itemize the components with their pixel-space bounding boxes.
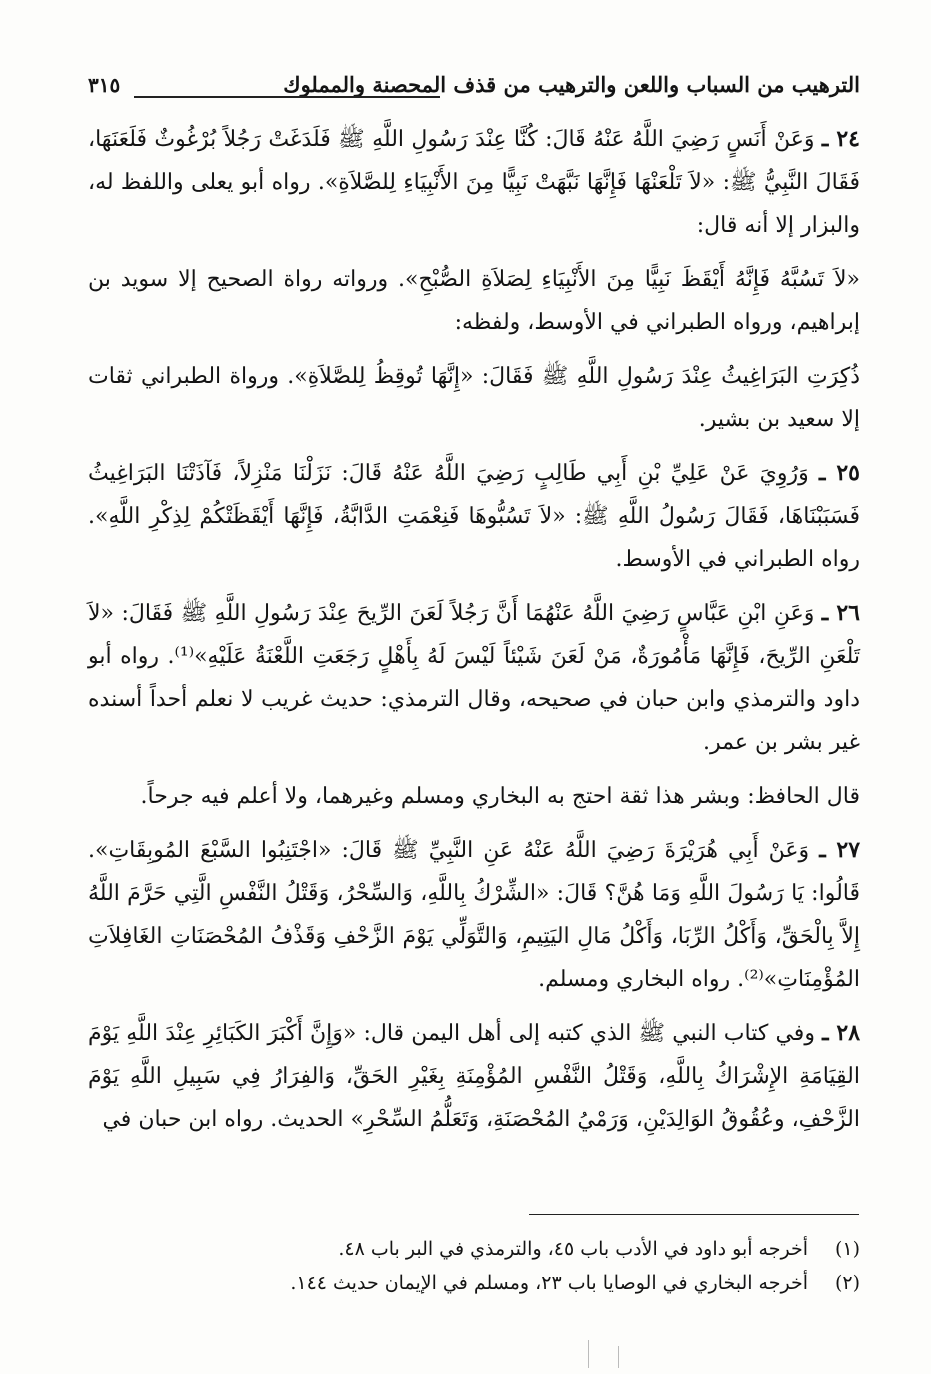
paragraph-text: وَعَنْ أَبِي هُرَيْرَةَ رَضِيَ اللَّهُ عَنْهُ عَنِ النَّبِيِّ ﷺ قَالَ: «اجْتَنِبُوا السَّبْعَ المُوبِقَاتِ». قَالُوا: يَا رَسُولَ اللَّهِ وَمَا هُنَّ؟ قَالَ: «الشِّرْكُ بِاللَّهِ، وَالسِّحْرُ، وَقَتْلُ النَّفْسِ الَّتِي حَرَّمَ اللَّهُ إِلاَّ بِالْحَقِّ، وَأَكْلُ الرِّبَا، وَأَكْلُ مَالِ اليَتِيمِ، وَالتَّوَلِّي يَوْمَ الزَّحْفِ وَقَذْفُ المُحْصَنَاتِ الغَافِلاَتِ المُؤْمِنَاتِ»⁽²⁾. رواه البخاري ومسلم. [88,838,860,992]
paragraph-text: وَعَنِ ابْنِ عَبَّاسٍ رَضِيَ اللَّهُ عَنْهُمَا أَنَّ رَجُلاً لَعَنَ الرِّيحَ عِنْدَ رَسُولِ اللَّهِ ﷺ فَقَالَ: «لاَ تَلْعَنِ الرِّيحَ، فَإِنَّهَا مَأْمُورَةٌ، مَنْ لَعَنَ شَيْئاً لَيْسَ لَهُ بِأَهْلٍ رَجَعَتِ اللَّعْنَةُ عَلَيْهِ»⁽¹⁾. رواه أبو داود والترمذي وابن حبان في صحيحه، وقال الترمذي: حديث غريب لا نعلم أحداً أسنده غير بشر بن عمر. [88,601,860,755]
footnote-1 [88,1232,860,1266]
paragraph-26-hafiz [88,775,860,818]
footnotes [88,1232,860,1300]
paragraph-28 [88,1012,860,1141]
paragraph-text: ذُكِرَتِ البَرَاغِيثُ عِنْدَ رَسُولِ اللَّهِ ﷺ فَقَالَ: «إِنَّهَا تُوقِظُ لِلصَّلاَةِ». ورواة الطبراني ثقات إلا سعيد بن بشير. [88,364,860,432]
paragraph-text: قال الحافظ: وبشر هذا ثقة احتج به البخاري ومسلم وغيرهما، ولا أعلم فيه جرحاً. [140,784,860,809]
hadith-number: ٢٧ ـ [819,837,861,863]
footnote-text: أخرجه البخاري في الوصايا باب ٢٣، ومسلم في الإيمان حديث ١٤٤. [290,1272,808,1294]
scan-artifact-line [588,1340,589,1368]
footnote-separator [529,1214,859,1215]
hadith-number: ٢٥ ـ [819,460,860,486]
footnote-2 [88,1266,860,1300]
hadith-number: ٢٨ ـ [822,1020,861,1046]
footnote-number: (٢) [834,1272,860,1294]
footnote-text: أخرجه أبو داود في الأدب باب ٤٥، والترمذي في البر باب ٤٨. [338,1238,808,1260]
paragraph-text: وَرُوِيَ عَنْ عَلِيِّ بْنِ أَبِي طَالِبٍ رَضِيَ اللَّهُ عَنْهُ قَالَ: نَزَلْنَا مَنْزِلاً، فَآذَتْنَا البَرَاغِيثُ فَسَبَبْنَاهَا، فَقَالَ رَسُولُ اللَّهِ ﷺ: «لاَ تَسُبُّوهَا فَنِعْمَتِ الدَّابَّةُ، فَإِنَّهَا أَيْقَظَتْكُمْ لِذِكْرِ اللَّهِ». رواه الطبراني في الأوسط. [88,461,860,572]
header-title: الترهيب من السباب واللعن والترهيب من قذف المحصنة والمملوك [283,72,860,97]
paragraph-24-variant [88,258,860,344]
hadith-number: ٢٦ ـ [821,600,860,626]
paragraph-24 [88,118,860,247]
header-rule [134,96,440,98]
main-text [88,118,860,1152]
paragraph-text: «لاَ تَسُبَّهُ فَإِنَّهُ أَيْقَظَ نَبِيًّا مِنَ الأَنْبِيَاءِ لِصَلاَةِ الصُّبْحِ». ورواته رواة الصحيح إلا سويد بن إبراهيم، ورواه الطبراني في الأوسط، ولفظه: [88,267,860,335]
hadith-number: ٢٤ ـ [821,126,860,152]
footnote-number: (١) [834,1238,860,1260]
paragraph-26 [88,592,860,764]
page-number: ٣١٥ [88,73,121,97]
scan-artifact-line [618,1346,619,1368]
paragraph-25 [88,452,860,581]
paragraph-24-tabarani [88,355,860,441]
paragraph-27 [88,829,860,1001]
paragraph-text: وَعَنْ أَنَسٍ رَضِيَ اللَّهُ عَنْهُ قَالَ: كُنَّا عِنْدَ رَسُولِ اللَّهِ ﷺ فَلَدَغَتْ رَجُلاً بُرْغُوثٌ فَلَعَنَهَا، فَقَالَ النَّبِيُّ ﷺ: «لاَ تَلْعَنْهَا فَإِنَّهَا نَبَّهَتْ نَبِيًّا مِنَ الأَنْبِيَاءِ لِلصَّلاَةِ». رواه أبو يعلى واللفظ له، والبزار إلا أنه قال: [88,127,860,238]
paragraph-text: وفي كتاب النبي ﷺ الذي كتبه إلى أهل اليمن قال: «وَإِنَّ أَكْبَرَ الكَبَائِرِ عِنْدَ اللَّهِ يَوْمَ القِيَامَةِ الإِشْرَاكُ بِاللَّهِ، وَقَتْلُ النَّفْسِ المُؤْمِنَةِ بِغَيْرِ الحَقِّ، وَالفِرَارُ فِي سَبِيلِ اللَّهِ يَوْمَ الزَّحْفِ، وعُقُوقُ الوَالِدَيْنِ، وَرَمْيُ المُحْصَنَةِ، وَتَعَلُّمُ السِّحْرِ» الحديث. رواه ابن حبان في [88,1021,860,1132]
running-header [88,70,860,110]
